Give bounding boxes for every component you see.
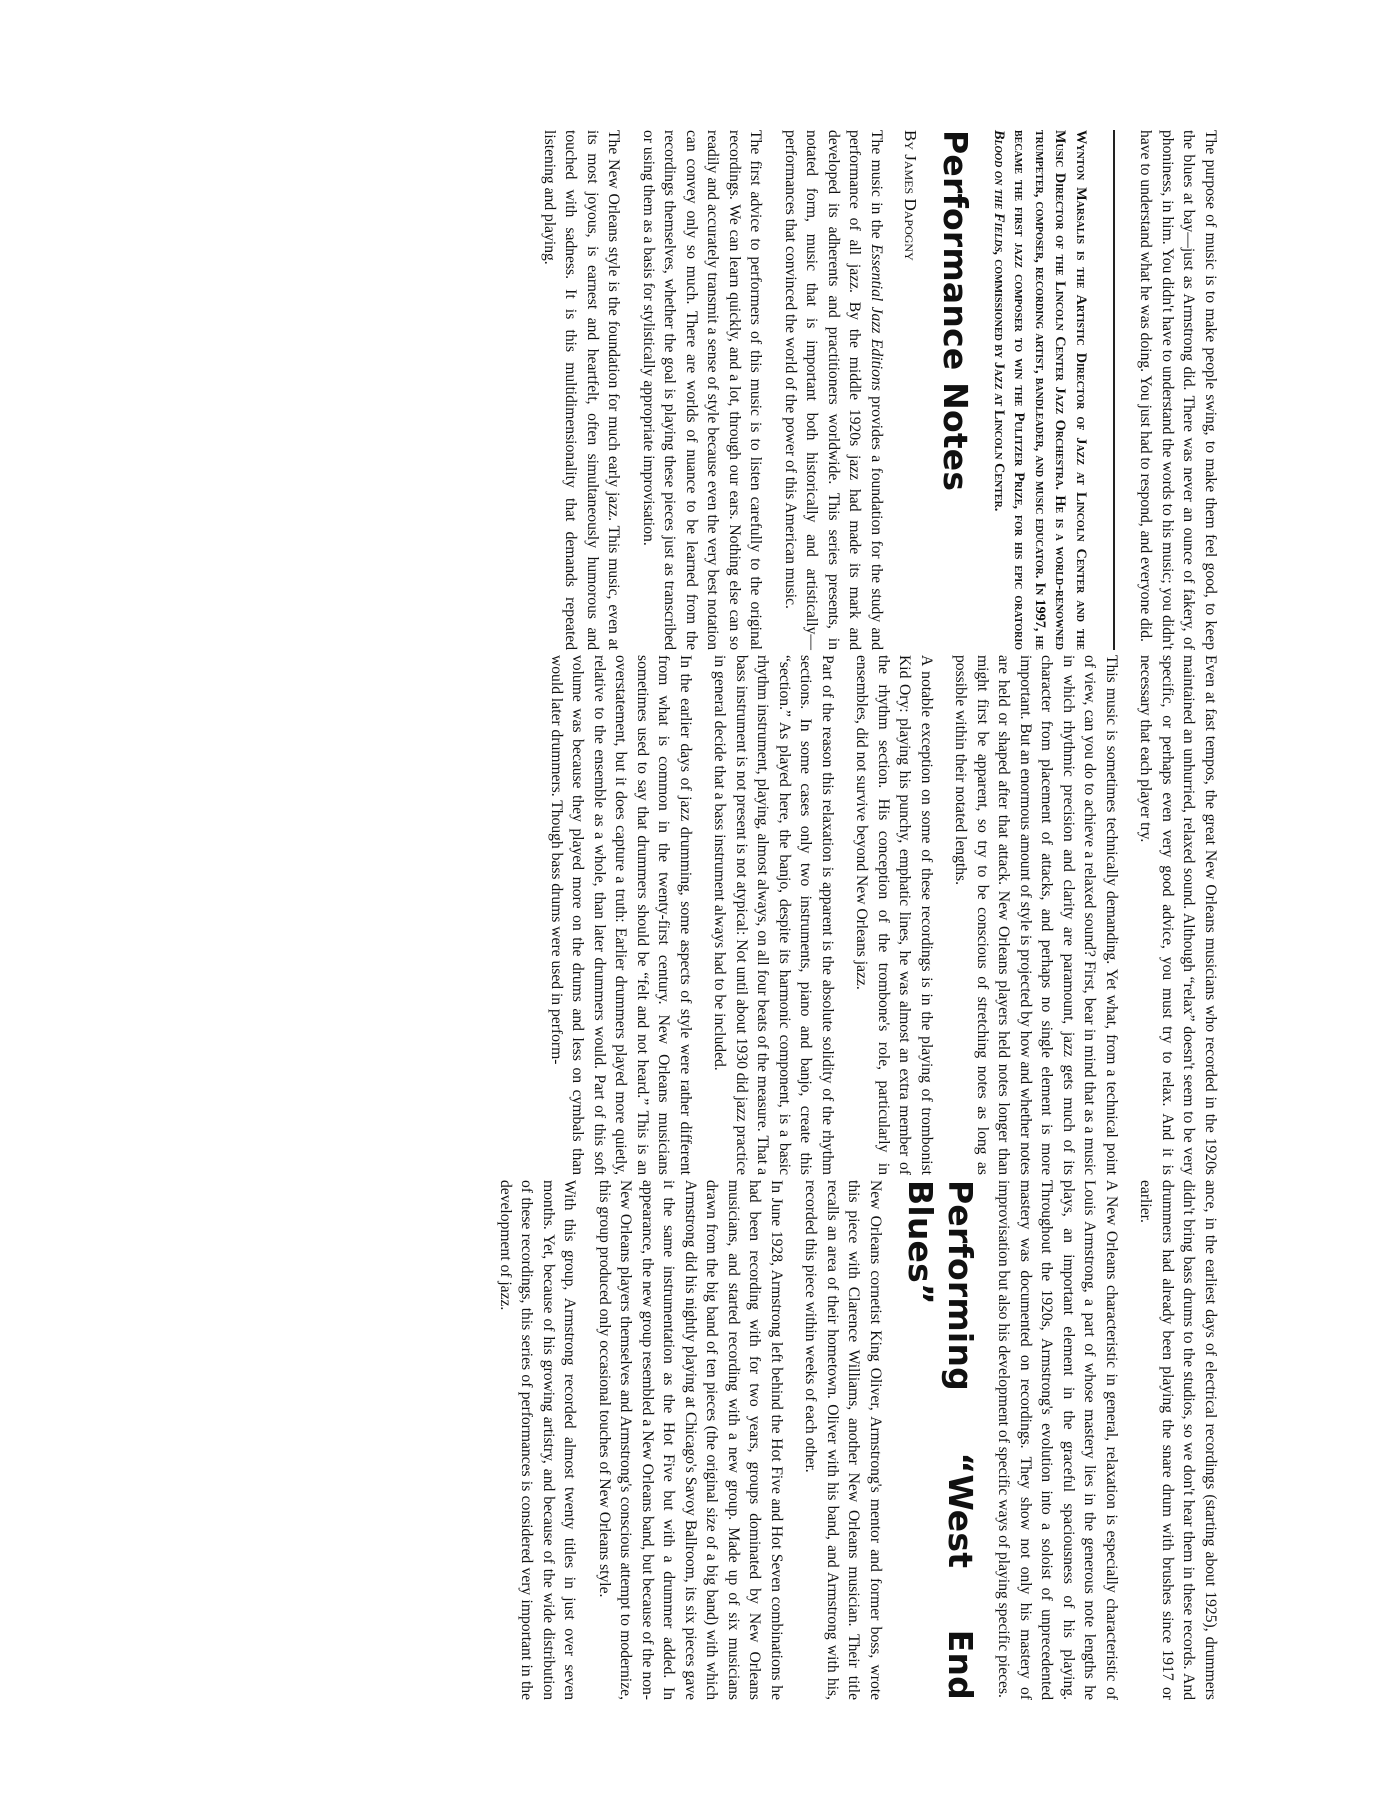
section-heading-west-end-blues: Performing “West End Blues” xyxy=(901,1180,980,1700)
paragraph: In June 1928, Armstrong left behind the Hot Five and Hot Seven combinations he had been recording with for two years, groups dominated by New Orleans musicians, and started recording with a new group. Made up of six musicians drawn from the big band of ten pieces (the original size of a big band) with which Armstrong did his nightly playing at Chicago's Savoy Ballroom, its six pieces gave it the same instrumentation as the Hot Five but with a drummer added. In appearance, the new group resembled a New Orleans band, but because of the non-New Orleans players themselves and Armstrong's conscious attempt to modernize, this group produced only occasional touches of New Orleans style. xyxy=(596,1180,785,1700)
column-3 xyxy=(482,1180,1222,1700)
paragraph-text: provides a foundation for the study and performance of all jazz. By the middle 1920s jazz had made its mark and developed its adherents and practitioners worldwide. This series presents, in notated form, music that is important both historically and artistically—performances that convinced the world of the power of this American music. xyxy=(782,130,885,650)
paragraph: ance, in the earliest days of electrical recordings (starting about 1925), drummers didn't bring bass drums to the studios, so we don't hear them in these records. And drummers had already been playing the snare drum with brushes since 1917 or earlier. xyxy=(1137,1180,1219,1700)
paragraph: The first advice to performers of this music is to listen carefully to the original recordings. We can learn quickly, and a lot, through our ears. Nothing else can so readily and accurately transmit a sense of style because even the very best notation can convey only so much. There are worlds of nuance to be learned from the recordings themselves, whether the goal is playing these pieces just as transcribed or using them as a basis for stylistically appropriate improvisation. xyxy=(640,130,765,650)
column-1 xyxy=(526,130,1222,650)
section-heading-performance-notes: Performance Notes xyxy=(936,130,976,492)
byline: By James Dapogny xyxy=(901,130,921,261)
author-bio-text: Wynton Marsalis is the Artistic Director of Jazz at Lincoln Center and the Music Director of the Lincoln Center Jazz Orchestra. He is a world-renowned trumpeter, composer, recording artist, bandleader, and music educator. In 1997, he became the first jazz composer to win the Pulitzer Prize, for his epic oratorio xyxy=(1011,130,1089,650)
paragraph: A New Orleans characteristic in general, relaxation is especially characteristic of Louis Armstrong, a part of whose mastery lies in the generous note lengths he plays, an important element in the graceful spaciousness of his playing. Throughout the 1920s, Armstrong's evolution into a soloist of unprecedented mastery was documented on recordings. They show not only his mastery of improvisation but also his development of specific ways of playing specific pieces. xyxy=(995,1180,1120,1700)
paragraph xyxy=(780,130,888,650)
paragraph: The New Orleans style is the foundation for much early jazz. This music, even at its most joyous, is earnest and heartfelt, often simultaneously humorous and touched with sadness. It is this multidimensionality that demands repeated listening and playing. xyxy=(541,130,623,650)
column-2 xyxy=(533,655,1222,1175)
paragraph: This music is sometimes technically demanding. Yet what, from a technical point of view, can you do to achieve a relaxed sound? First, bear in mind that as a music in which rhythmic precision and clarity are paramount, jazz gets much of its character from placement of attacks, and perhaps no single element is more important. But an enormous amount of style is projected by how and whether notes are held or shaped after that attack. New Orleans players held notes longer than might first be apparent, so try to be conscious of stretching notes as long as possible within their notated lengths. xyxy=(952,655,1120,1175)
paragraph: With this group, Armstrong recorded almost twenty titles in just over seven months. Yet, because of his growing artistry, and because of the wide distribution of these recordings, this series of performances is considered very important in the development of jazz. xyxy=(497,1180,579,1700)
author-bio xyxy=(989,130,1092,650)
paragraph: In the earlier days of jazz drumming, some aspects of style were rather different from what is common in the twenty-first century. New Orleans musicians sometimes used to say that drummers should be “felt and not heard.” This is an overstatement, but it does capture a truth: Earlier drummers played more quietly, relative to the ensemble as a whole, than later drummers would. Part of this soft volume was because they played more on the drums and less on cymbals than would later drummers. Though bass drums were used in perform- xyxy=(548,655,694,1175)
paragraph: Even at fast tempos, the great New Orleans musicians who recorded in the 1920s maintained an unhurried, relaxed sound. Although “relax” doesn't seem to be very specific, or perhaps even very good advice, you must try to relax. And it is necessary that each player try. xyxy=(1137,655,1219,1175)
intro-quote-paragraph: The purpose of music is to make people swing, to make them feel good, to keep the blues at bay—just as Armstrong did. There was never an ounce of fakery, of phoniness, in him. You didn't have to understand the words to his music; you didn't have to understand what he was doing. You just had to respond, and everyone did. xyxy=(1137,130,1219,650)
paragraph-text: The music in the xyxy=(868,130,885,239)
author-bio-tail: commissioned by Jazz at Lincoln Center. xyxy=(991,259,1007,512)
paragraph: A notable exception on some of these recordings is in the playing of trombonist Kid Ory: playing his punchy, emphatic lines, he was almost an extra member of the rhythm section. His conception of the trombone's role, particularly in ensembles, did not survive beyond New Orleans jazz. xyxy=(853,655,935,1175)
paragraph: New Orleans cornetist King Oliver, Armstrong's mentor and former boss, wrote this piece with Clarence Williams, another New Orleans musician. Their title recalls an area of their hometown. Oliver with his band, and Armstrong with his, recorded this piece within weeks of each other. xyxy=(802,1180,884,1700)
author-bio-work-title: Blood on the Fields, xyxy=(991,130,1007,256)
divider-rule xyxy=(1113,130,1115,650)
paragraph: Part of the reason this relaxation is apparent is the absolute solidity of the rhythm sections. In some cases only two instruments, piano and banjo, create this “section.” As played here, the banjo, despite its harmonic component, is a basic rhythm instrument, playing, almost always, on all four beats of the measure. That a bass instrument is not present is not atypical: Not until about 1930 did jazz practice in general decide that a bass instrument always had to be included. xyxy=(711,655,836,1175)
series-title: Essential Jazz Editions xyxy=(868,244,885,391)
